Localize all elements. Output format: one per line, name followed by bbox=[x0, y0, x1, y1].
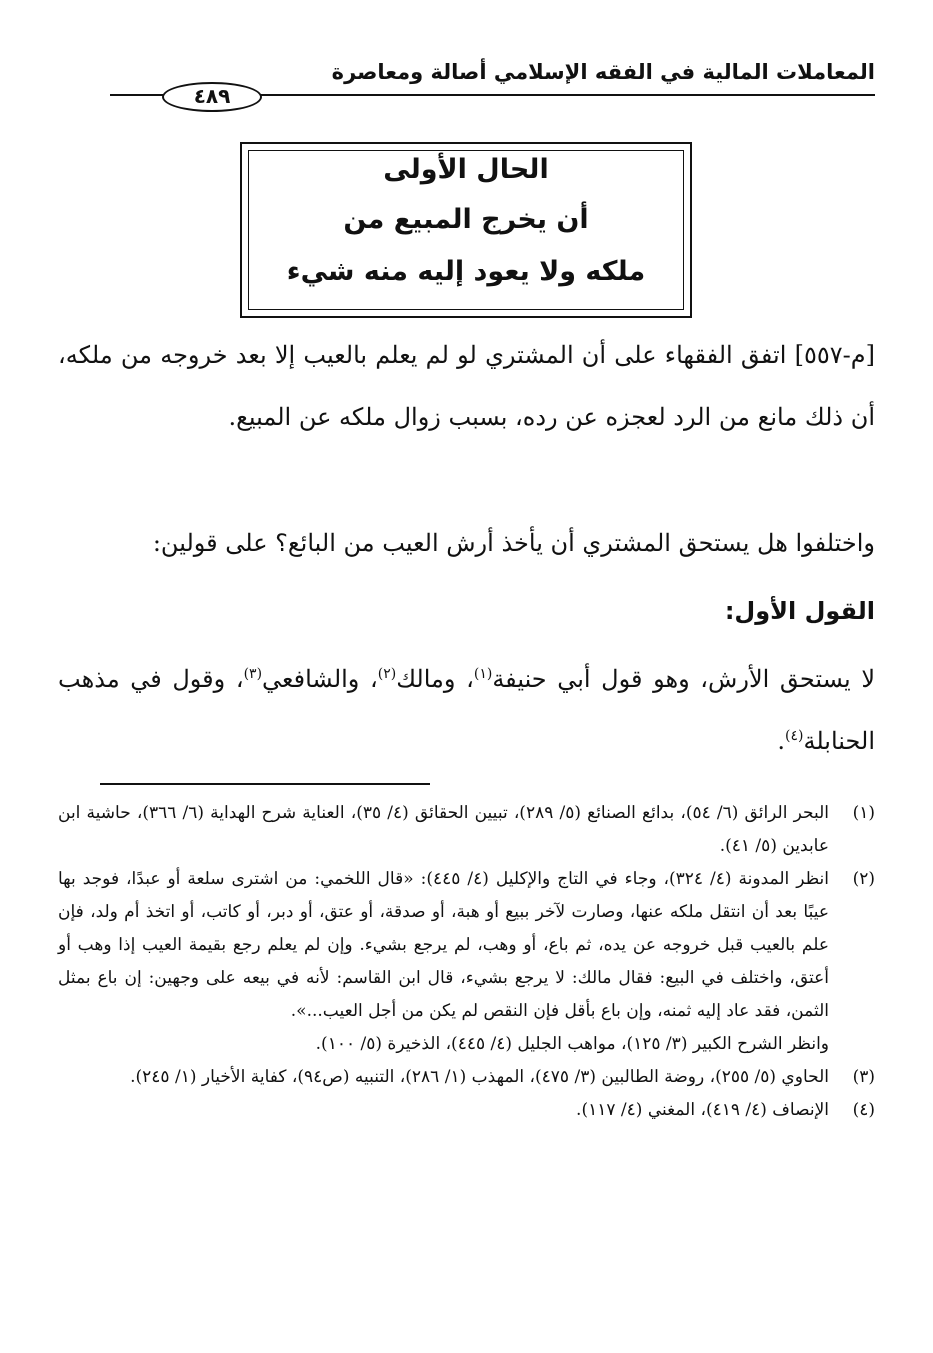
footnote-number: (٣) bbox=[852, 1067, 875, 1087]
footnote-text: الحاوي (٥/ ٢٥٥)، روضة الطالبين (٣/ ٤٧٥)، المهذب (١/ ٢٨٦)، التنبيه (ص٩٤)، كفاية الأخيار (١/ ٢٤٥). bbox=[130, 1067, 829, 1087]
paragraph-3-part-e: . bbox=[777, 727, 785, 755]
section-title-line-2: أن يخرج المبيع من bbox=[343, 204, 589, 235]
paragraph-3 bbox=[58, 648, 875, 772]
paragraph-3-part-c: ، والشافعي bbox=[262, 665, 378, 693]
footnote-separator bbox=[100, 783, 430, 785]
section-title-line-1: الحال الأولى bbox=[383, 154, 549, 185]
page-number: ٤٨٩ bbox=[162, 82, 262, 112]
paragraph-3-part-d: ، وقول في مذهب الحنابلة bbox=[58, 665, 875, 755]
footnote-2-continuation: وانظر الشرح الكبير (٣/ ١٢٥)، مواهب الجليل (٤/ ٤٤٥)، الذخيرة (٥/ ١٠٠). bbox=[315, 1034, 829, 1054]
footnote-text: الإنصاف (٤/ ٤١٩)، المغني (٤/ ١١٧). bbox=[576, 1100, 829, 1120]
footnote-4 bbox=[58, 1094, 875, 1127]
footnote-2 bbox=[58, 863, 875, 1028]
footnote-3 bbox=[58, 1061, 875, 1094]
running-title: المعاملات المالية في الفقه الإسلامي أصالة ومعاصرة bbox=[331, 60, 875, 84]
footnote-ref-4[interactable]: (٤) bbox=[785, 728, 804, 744]
footnote-number: (١) bbox=[852, 803, 875, 823]
footnote-ref-2[interactable]: (٢) bbox=[377, 666, 397, 682]
paragraph-2: واختلفوا هل يستحق المشتري أن يأخذ أرش العيب من البائع؟ على قولين: bbox=[152, 529, 875, 557]
section-title-box bbox=[240, 142, 692, 318]
footnote-number: (٤) bbox=[852, 1100, 875, 1120]
paragraph-3-part-b: ، ومالك bbox=[396, 665, 474, 693]
opinion-heading: القول الأول: bbox=[724, 597, 875, 625]
footnote-text: البحر الرائق (٦/ ٥٤)، بدائع الصنائع (٥/ ٢٨٩)، تبيين الحقائق (٤/ ٣٥)، العناية شرح الهداية (٦/ ٣٦٦)، حاشية ابن عابدين (٥/ ٤١). bbox=[58, 803, 829, 856]
footnote-ref-3[interactable]: (٣) bbox=[243, 666, 263, 682]
footnote-ref-1[interactable]: (١) bbox=[473, 666, 493, 682]
footnote-text: انظر المدونة (٤/ ٣٢٤)، وجاء في التاج والإكليل (٤/ ٤٤٥): «قال اللخمي: من اشترى سلعة أو عبدًا، فوجد بها عيبًا بعد أن انتقل ملكه عنها، وصارت لآخر ببيع أو هبة، أو صدقة، أو عتق، أو دبر، أو كاتب، أو اتخذ أم ولد، فإن علم بالعيب قبل خروجه عن يده، ثم باع، أو وهب، لم يرجع بشيء. وإن لم يعلم رجع بقيمة العيب إذا وهب أو أعتق، واختلف في البيع: فقال مالك: لا يرجع بشيء، قال ابن القاسم: لأنه في بيعه على وجهين: إن باع بمثل الثمن، فقد عاد إليه ثمنه، وإن باع بأقل فإن النقص لم يكن من أجل العيب...». bbox=[58, 869, 829, 1021]
footnotes bbox=[58, 797, 875, 1127]
paragraph-1: [م-٥٥٧] اتفق الفقهاء على أن المشتري لو لم يعلم بالعيب إلا بعد خروجه من ملكه، أن ذلك مانع من الرد لعجزه عن رده، بسبب زوال ملكه عن المبيع. bbox=[58, 341, 875, 431]
paragraph-3-part-a: لا يستحق الأرش، وهو قول أبي حنيفة bbox=[492, 665, 876, 693]
footnote-1 bbox=[58, 797, 875, 863]
footnote-number: (٢) bbox=[852, 869, 875, 889]
section-title-line-3: ملكه ولا يعود إليه منه شيء bbox=[286, 256, 646, 287]
